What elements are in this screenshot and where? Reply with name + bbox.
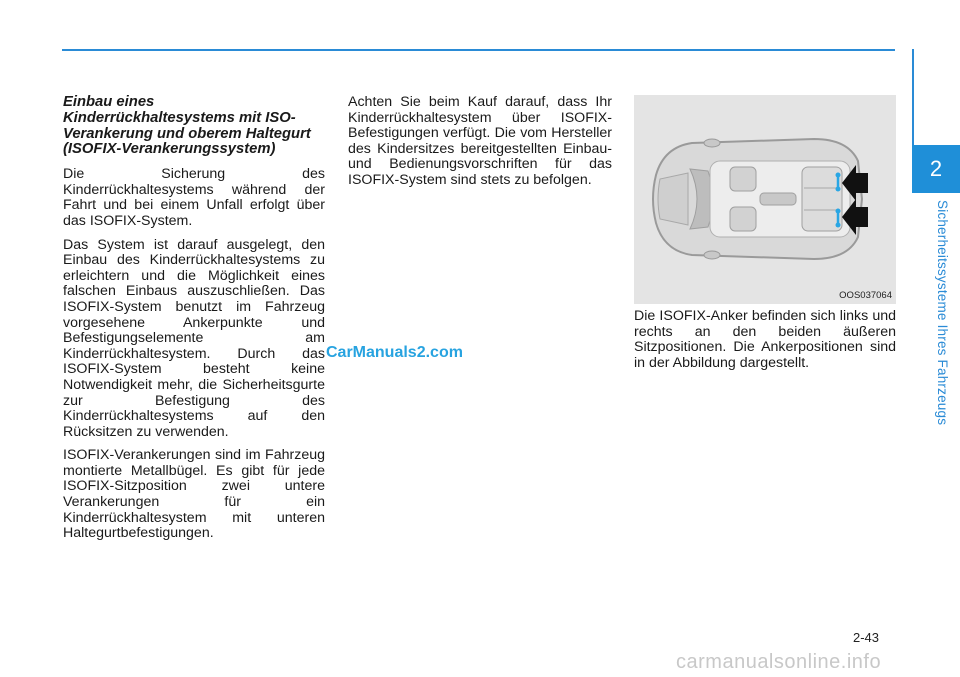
- paragraph: ISOFIX-Verankerungen sind im Fahrzeug montierte Metallbügel. Es gibt für jede ISOFIX-Sitzposition zwei untere Verankerungen für ein Kinderrückhaltesystem mit unteren Haltegurtbefestigungen.: [63, 447, 325, 542]
- paragraph: Achten Sie beim Kauf darauf, dass Ihr Kinderrückhaltesystem über ISOFIX-Befestigungen verfügt. Die vom Hersteller des Kindersitzes bereitgestellten Einbau- und Bedienungsvorschriften für das ISOFIX-System sind stets zu befolgen.: [348, 94, 612, 188]
- figure-code: OOS037064: [839, 290, 892, 301]
- header-rule: [62, 49, 895, 51]
- paragraph: Die ISOFIX-Anker befinden sich links und rechts an den beiden äußeren Sitzpositionen. Die Ankerpositionen sind in der Abbildung dargestellt.: [634, 308, 896, 371]
- isofix-figure: [634, 95, 896, 304]
- text-column-2: [348, 95, 612, 197]
- watermark-carmanuals2[interactable]: CarManuals2.com: [326, 344, 463, 361]
- paragraph: Die Sicherung des Kinderrückhaltesystems während der Fahrt und bei einem Unfall erfolgt über das ISOFIX-System.: [63, 166, 325, 229]
- side-rule: [912, 49, 914, 145]
- chapter-title: Sicherheitssysteme Ihres Fahrzeugs: [935, 200, 950, 426]
- car-top-view-icon: [634, 95, 896, 304]
- section-heading: Einbau eines Kinderrückhaltesystems mit ISO-Verankerung und oberem Haltegurt (ISOFIX-Verankerungssystem): [63, 94, 311, 158]
- text-column-3: [634, 309, 896, 379]
- page-number: 2-43: [853, 630, 880, 645]
- chapter-number-tab: 2: [912, 145, 960, 193]
- text-column-1: [63, 95, 325, 550]
- watermark-carmanualsonline[interactable]: carmanualsonline.info: [676, 651, 882, 673]
- paragraph: Das System ist darauf ausgelegt, den Einbau des Kinderrückhaltesystems zu erleichtern und die Möglichkeit eines falschen Einbaus auszuschließen. Das ISOFIX-System benutzt im Fahrzeug vorgesehene Ankerpunkte und Befestigungselemente am Kinderrückhaltesystem. Durch das ISOFIX-System besteht keine Notwendigkeit mehr, die Sicherheitsgurte zur Befestigung des Kinderrückhaltesystems auf den Rücksitzen zu verwenden.: [63, 236, 325, 440]
